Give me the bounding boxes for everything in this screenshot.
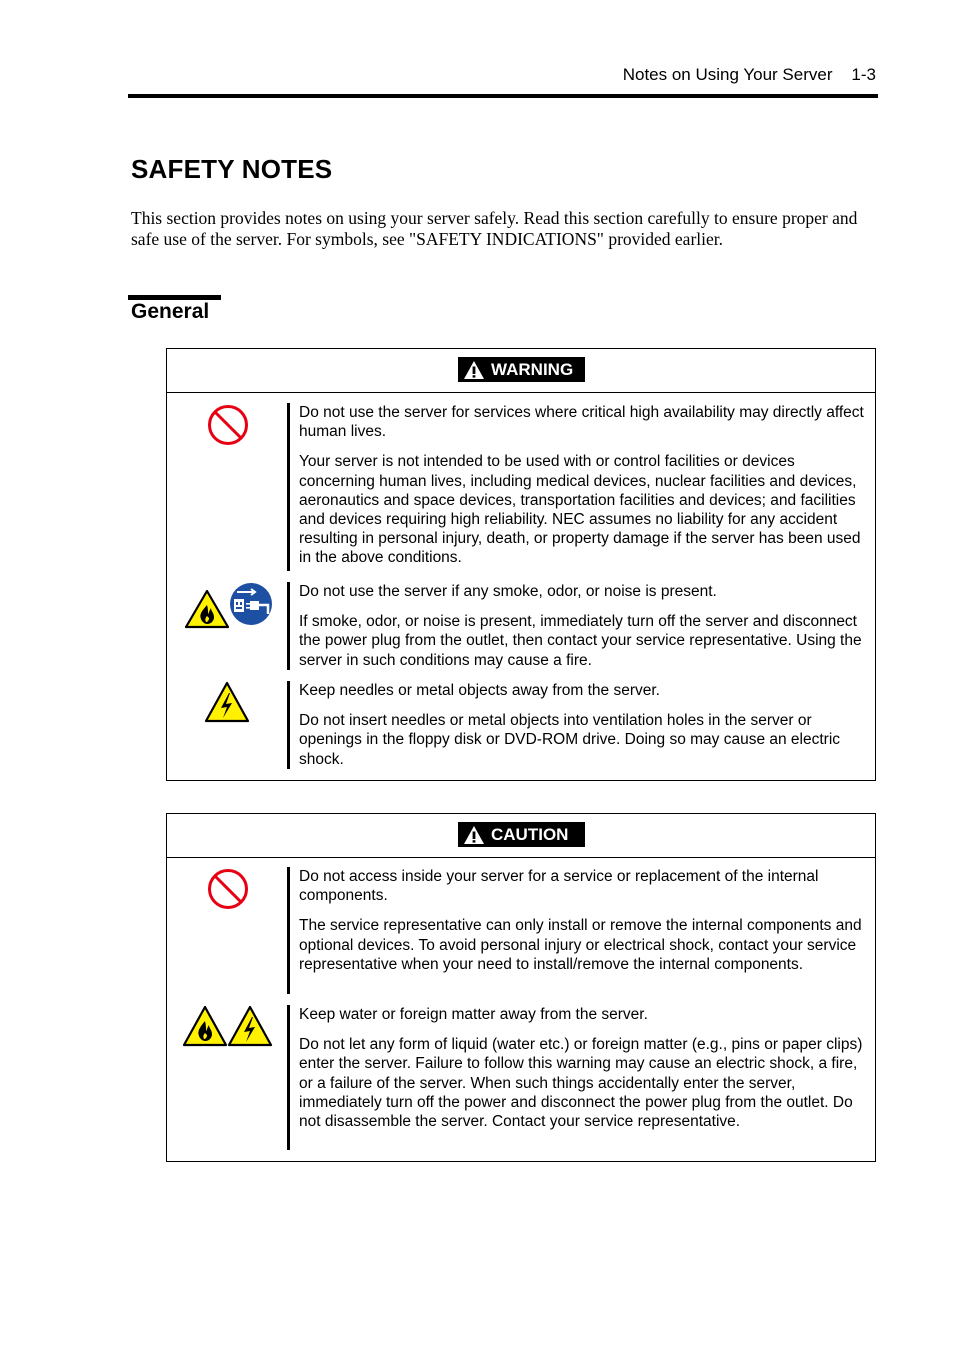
header-rule	[128, 94, 878, 98]
caution-box	[166, 813, 876, 1162]
warning-box	[166, 348, 876, 781]
unplug-power-icon	[229, 582, 273, 626]
warning-item-3-body: Do not insert needles or metal objects into ventilation holes in the server or openings in the floppy disk or DVD-ROM drive. Doing so may cause an electric shock.	[299, 712, 841, 768]
warning-item-1-heading: Do not use the server for services where critical high availability may directly affect human lives.	[299, 404, 864, 441]
caution-item-2-body: Do not let any form of liquid (water etc.) or foreign matter (e.g., pins or paper clips) enter the server. Failure to follow this warning may cause an electric shock, a fire, or a failure of the server. When such things accidentally enter the server, immediately turn off the power and disconnect the power plug from the outlet. Do not disassemble the server. Contact your service representative.	[299, 1036, 863, 1131]
prohibition-icon	[207, 404, 249, 446]
caution-box-header	[167, 814, 875, 858]
caution-item-1-heading: Do not access inside your server for a service or replacement of the internal components.	[299, 868, 819, 905]
section-title: General	[131, 300, 210, 323]
page-number: 1-3	[851, 65, 876, 84]
caution-label	[458, 822, 585, 847]
warning-item-2-heading: Do not use the server if any smoke, odor, or noise is present.	[299, 583, 717, 600]
warning-item-3	[287, 681, 867, 769]
running-header	[600, 65, 876, 85]
warning-item-1-body: Your server is not intended to be used with or control facilities or devices concerning human lives, including medical devices, nuclear facilities and devices, aeronautics and space devices, transportation facilities and devices; and facilities and devices requiring high reliability. NEC assumes no liability for any accident resulting in personal injury, death, or property damage if the server has been used in the above conditions.	[299, 453, 861, 567]
caution-label-text: CAUTION	[491, 824, 569, 844]
warning-item-2	[287, 582, 867, 670]
warning-item-1	[287, 403, 867, 571]
intro-paragraph: This section provides notes on using your server safely. Read this section carefully to ensure proper and safe use of the server. For symbols, see "SAFETY INDICATIONS" provided earlier.	[131, 208, 858, 249]
prohibition-icon	[207, 868, 249, 910]
fire-hazard-icon	[182, 1005, 228, 1047]
caution-item-1	[287, 867, 867, 994]
warning-label	[458, 357, 585, 382]
caution-item-1-body: The service representative can only install or remove the internal components and optional devices. To avoid personal injury or electrical shock, contact your service representative when your need to install/remove the internal components.	[299, 917, 862, 973]
warning-item-2-body: If smoke, odor, or noise is present, immediately turn off the server and disconnect the power plug from the outlet, then contact your service representative. Using the server in such conditions may cause a fire.	[299, 613, 862, 669]
caution-item-2-heading: Keep water or foreign matter away from the server.	[299, 1006, 648, 1023]
fire-hazard-icon	[184, 589, 230, 629]
warning-item-3-heading: Keep needles or metal objects away from the server.	[299, 682, 660, 699]
caution-item-2	[287, 1005, 867, 1150]
alert-triangle-icon	[463, 825, 485, 845]
running-title: Notes on Using Your Server	[622, 65, 833, 84]
page-title: SAFETY NOTES	[131, 154, 333, 184]
electric-shock-icon	[204, 681, 250, 723]
alert-triangle-icon	[463, 360, 485, 380]
warning-box-header	[167, 349, 875, 393]
warning-label-text: WARNING	[491, 359, 574, 379]
electric-shock-icon	[227, 1005, 273, 1047]
